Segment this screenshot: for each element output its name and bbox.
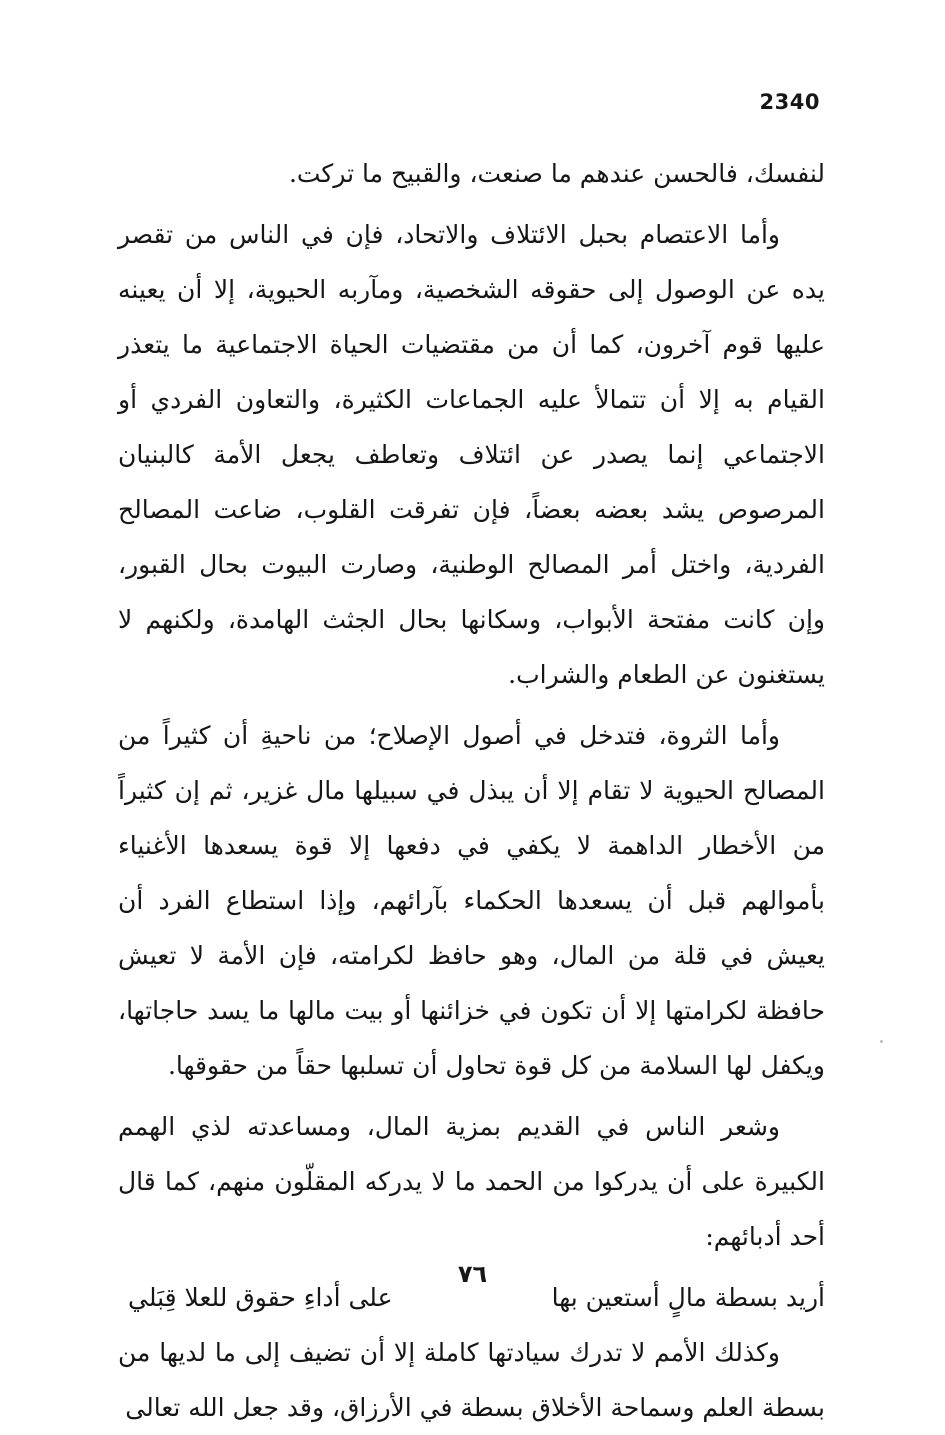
verse-second-hemistich: على أداءِ حقوق للعلا قِبَلي bbox=[128, 1283, 393, 1312]
margin-speck bbox=[880, 1040, 883, 1043]
paragraph-wealth: وأما الثروة، فتدخل في أصول الإصلاح؛ من ناحيةِ أن كثيراً من المصالح الحيوية لا تقام إلا أن يبذل في سبيلها مال غزير، ثم إن كثيراً من الأخطار الداهمة لا يكفي في دفعها إلا قوة يسعدها الأغنياء بأموالهم قبل أن يسعدها الحكماء بآرائهم، وإذا استطاع الفرد أن يعيش في قلة من المال، وهو حافظ لكرامته، فإن الأمة لا تعيش حافظة لكرامتها إلا أن تكون في خزائنها أو بيت مالها ما يسد حاجاتها، ويكفل لها السلامة من كل قوة تحاول أن تسلبها حقاً من حقوقها. bbox=[118, 721, 825, 1080]
body-text bbox=[118, 146, 825, 1435]
paragraph-poetry-intro: وشعر الناس في القديم بمزية المال، ومساعدته لذي الهمم الكبيرة على أن يدركوا من الحمد ما لا يدركه المقلّون منهم، كما قال أحد أدبائهم: bbox=[118, 1112, 825, 1251]
folio-number: ٧٦ bbox=[457, 1260, 488, 1288]
verse-first-hemistich: أريد بسطة مالٍ أستعين بها bbox=[551, 1283, 825, 1312]
paragraph-unity: وأما الاعتصام بحبل الائتلاف والاتحاد، فإن في الناس من تقصر يده عن الوصول إلى حقوقه الشخصية، ومآربه الحيوية، إلا أن يعينه عليها قوم آخرون، كما أن من مقتضيات الحياة الاجتماعية ما يتعذر القيام به إلا أن تتمالأ عليه الجماعات الكثيرة، والتعاون الفردي أو الاجتماعي إنما يصدر عن ائتلاف وتعاطف يجعل الأمة كالبنيان المرصوص يشد بعضه بعضاً، فإن تفرقت القلوب، ضاعت المصالح الفردية، واختل أمر المصالح الوطنية، وصارت البيوت بحال القبور، وإن كانت مفتحة الأبواب، وسكانها بحال الجثث الهامدة، ولكنهم لا يستغنون عن الطعام والشراب. bbox=[118, 220, 825, 689]
page-id: 2340 bbox=[759, 90, 820, 114]
paragraph-closing: وكذلك الأمم لا تدرك سيادتها كاملة إلا أن تضيف إلى ما لديها من بسطة العلم وسماحة الأخلاق بسطة في الأرزاق، وقد جعل الله تعالى bbox=[118, 1338, 825, 1422]
paragraph-continuation: لنفسك، فالحسن عندهم ما صنعت، والقبيح ما تركت. bbox=[288, 159, 825, 188]
